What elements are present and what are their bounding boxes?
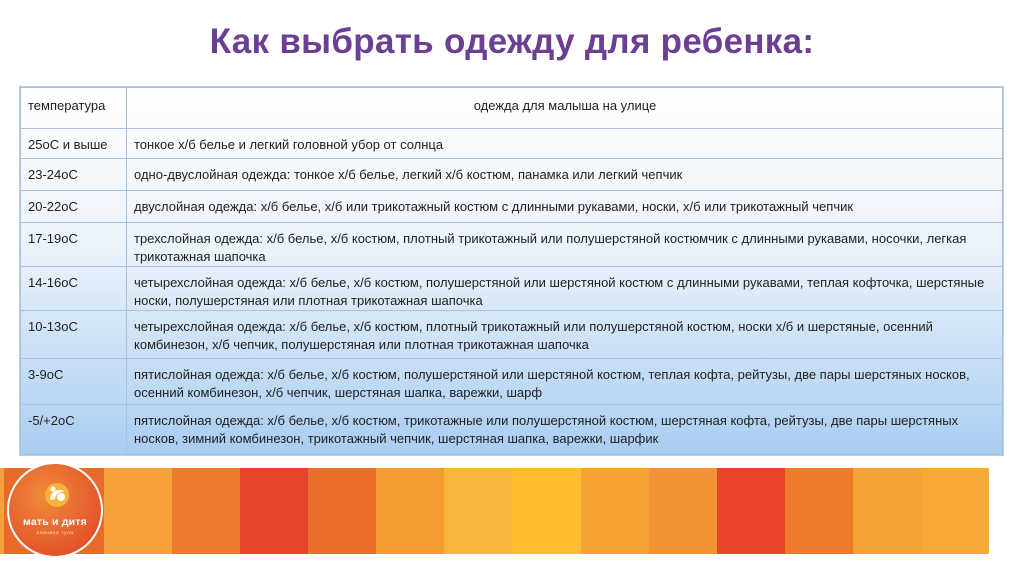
table-row — [21, 359, 1003, 405]
clothing-cell: одно-двуслойная одежда: тонкое х/б белье, легкий х/б костюм, панамка или легкий чепчик — [127, 159, 1003, 191]
clothing-cell: четырехслойная одежда: х/б белье, х/б костюм, плотный трикотажный или полушерстяной костюм, носки х/б и шерстяные, осенний комбинезон, х/б чепчик, полушерстяная или плотная трикотажная шапочка — [127, 311, 1003, 359]
clothing-cell: трехслойная одежда: х/б белье, х/б костюм, плотный трикотажный или полушерстяной костюмчик с длинными рукавами, носочки, легкая трикотажная шапочка — [127, 223, 1003, 267]
clothing-cell: тонкое х/б белье и легкий головной убор от солнца — [127, 129, 1003, 159]
table-row — [21, 267, 1003, 311]
footer-stripe — [649, 468, 717, 554]
footer-stripe — [785, 468, 853, 554]
table-row — [21, 129, 1003, 159]
footer-stripe — [240, 468, 308, 554]
footer-stripe — [308, 468, 376, 554]
footer-stripe — [104, 468, 172, 554]
temperature-cell: 10-13оС — [21, 311, 127, 359]
footer-stripe — [717, 468, 785, 554]
temperature-cell: 20-22оС — [21, 191, 127, 223]
footer-stripe — [921, 468, 989, 554]
temperature-cell: 25оС и выше — [21, 129, 127, 159]
temperature-cell: -5/+2оС — [21, 405, 127, 455]
clothing-cell: четырехслойная одежда: х/б белье, х/б костюм, полушерстяной или шерстяной костюм с длинными рукавами, теплая кофточка, шерстяные носки, полушерстяная или плотная трикотажная шапочка — [127, 267, 1003, 311]
footer-left-edge — [0, 468, 4, 554]
table-header-row — [21, 88, 1003, 129]
clothing-table — [19, 86, 1004, 456]
table-row — [21, 223, 1003, 267]
clothing-cell: двуслойная одежда: х/б белье, х/б или трикотажный костюм с длинными рукавами, носки, х/б или трикотажный чепчик — [127, 191, 1003, 223]
table-row — [21, 159, 1003, 191]
clothing-cell: пятислойная одежда: х/б белье, х/б костюм, трикотажные или полушерстяной костюм, шерстяная кофта, рейтузы, две пары шерстяных носков, зимний комбинезон, трикотажный чепчик, шерстяная шапка, варежки, шарфик — [127, 405, 1003, 455]
header-clothing: одежда для малыша на улице — [127, 88, 1003, 129]
temperature-cell: 17-19оС — [21, 223, 127, 267]
footer-stripe — [853, 468, 921, 554]
mother-child-logo-icon — [40, 478, 74, 512]
footer-stripe — [444, 468, 512, 554]
table-row — [21, 405, 1003, 455]
footer-color-stripes — [104, 468, 989, 554]
logo-name: мать и дитя — [23, 516, 87, 528]
table-row — [21, 191, 1003, 223]
page-title: Как выбрать одежду для ребенка: — [209, 22, 815, 61]
footer-stripe — [512, 468, 580, 554]
temperature-cell: 14-16оС — [21, 267, 127, 311]
clinic-logo — [7, 462, 103, 558]
temperature-cell: 23-24оС — [21, 159, 127, 191]
logo-subtitle: клиника тула — [36, 531, 74, 536]
temperature-cell: 3-9оС — [21, 359, 127, 405]
clothing-cell: пятислойная одежда: х/б белье, х/б костюм, полушерстяной или шерстяной костюм, теплая кофта, рейтузы, две пары шерстяных носков, осенний комбинезон, х/б чепчик, шерстяная шапка, варежки, шарф — [127, 359, 1003, 405]
footer-stripe — [581, 468, 649, 554]
table-row — [21, 311, 1003, 359]
footer-stripe — [376, 468, 444, 554]
footer-stripe — [172, 468, 240, 554]
header-temperature: температура — [21, 88, 127, 129]
